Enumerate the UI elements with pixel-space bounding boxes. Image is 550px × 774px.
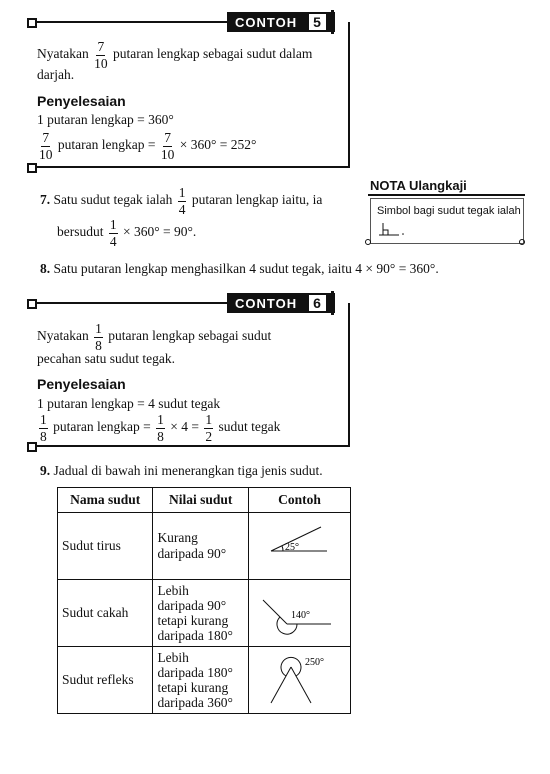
solution-step-1: 1 putaran lengkap = 360° [37,112,174,127]
angle-label: 25° [284,542,299,553]
solution-heading: Penyelesaian [37,93,126,109]
frame-corner-marker [27,163,37,173]
nota-dot [519,239,525,245]
frame-top-rule [37,21,227,23]
frame-right-rule [348,22,350,168]
solution-step-2: $\frac{1}{8}$ putaran lengkap = $\frac{1}{8}$ × 4 = $\frac{1}{2}$ sudut tegak [40,412,281,444]
angle-label: 140° [290,610,310,621]
frame-top-rule [37,302,227,304]
angle-example [248,580,350,647]
nota-text: Simbol bagi sudut tegak ialah [377,205,521,217]
solution-heading: Penyelesaian [37,376,126,392]
acute-angle-diagram [249,513,349,575]
tag-end-bar [331,10,334,34]
obtuse-angle-diagram [249,580,349,642]
angle-value: Kurang daripada 90° [153,513,249,580]
fraction: $\frac{7}{10}$ [39,130,53,162]
column-header: Contoh [248,488,350,513]
angle-name: Sudut refleks [58,647,153,714]
fraction: $\frac{1}{8}$ [40,412,47,444]
item-7-line-1: 7. Satu sudut tegak ialah $\frac{1}{4}$ putaran lengkap iaitu, ia [40,185,323,217]
example-number: 5 [307,12,328,32]
right-angle-symbol-icon [377,221,417,239]
fraction: $\frac{1}{4}$ [178,185,186,217]
column-header: Nama sudut [58,488,153,513]
frame-corner-marker [27,18,37,28]
example-6-tag [227,293,335,313]
nota-rule [368,194,525,196]
frame-bottom-rule [37,166,350,168]
example-label: CONTOH [235,14,298,30]
item-7-line-2: bersudut $\frac{1}{4}$ × 360° = 90°. [57,217,197,249]
angle-example [248,513,350,580]
angle-value: Lebih daripada 180° tetapi kurang daripada 360° [153,647,249,714]
angle-types-table [57,487,351,714]
tag-end-bar [331,291,334,315]
fraction: $\frac{1}{4}$ [109,217,117,249]
item-9: 9. Jadual di bawah ini menerangkan tiga jenis sudut. [40,463,323,478]
example-6-question: Nyatakan $\frac{1}{8}$ putaran lengkap sebagai sudut [37,321,272,353]
example-6-question-cont: pecahan satu sudut tegak. [37,351,175,366]
reflex-angle-diagram [249,647,349,709]
example-5-question: Nyatakan $\frac{7}{10}$ putaran lengkap sebagai sudut dalam [37,39,313,71]
table-header-row [58,488,351,513]
fraction: $\frac{1}{8}$ [157,412,164,444]
solution-step-1: 1 putaran lengkap = 4 sudut tegak [37,396,221,411]
nota-dot [365,239,371,245]
fraction: $\frac{7}{10}$ [94,39,108,71]
angle-name: Sudut cakah [58,580,153,647]
table-row [58,513,351,580]
frame-right-rule [348,303,350,447]
table-row [58,580,351,647]
angle-example [248,647,350,714]
angle-value: Lebih daripada 90° tetapi kurang daripada 180° [153,580,249,647]
fraction: $\frac{7}{10}$ [160,130,175,162]
fraction: $\frac{1}{2}$ [205,412,213,444]
example-5-question-cont: darjah. [37,67,75,82]
example-5-tag [227,12,335,32]
frame-corner-marker [27,442,37,452]
frame-bottom-rule [37,445,350,447]
frame-corner-marker [27,299,37,309]
fraction: $\frac{1}{8}$ [95,321,102,353]
angle-label: 250° [304,657,324,668]
angle-name: Sudut tirus [58,513,153,580]
column-header: Nilai sudut [153,488,249,513]
nota-box [370,198,524,244]
solution-step-2: $\frac{7}{10}$ putaran lengkap = $\frac{7}{10}$ × 360° = 252° [39,130,257,162]
nota-title: NOTA Ulangkaji [370,178,467,193]
item-8: 8. Satu putaran lengkap menghasilkan 4 sudut tegak, iaitu 4 × 90° = 360°. [40,261,439,276]
table-row [58,647,351,714]
example-label: CONTOH [235,295,298,311]
example-number: 6 [307,293,328,313]
